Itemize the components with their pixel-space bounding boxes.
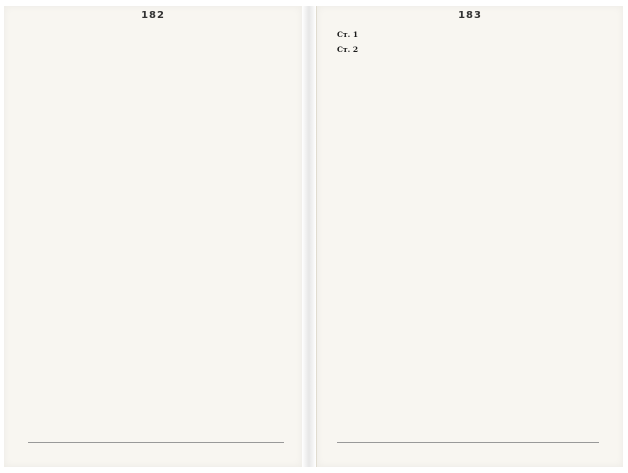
constitution-article: Ст. 1 [337,30,359,39]
footnotes-section [28,442,284,449]
page-number-left: 182 [141,10,165,21]
left-page [4,6,303,467]
footnotes-section [337,442,599,449]
page-number-right: 183 [458,10,482,21]
right-page-content [337,24,599,449]
right-page [316,6,623,467]
left-page-content [28,24,284,449]
book-gutter [302,6,316,467]
constitution-article: Ст. 2 [337,45,359,55]
